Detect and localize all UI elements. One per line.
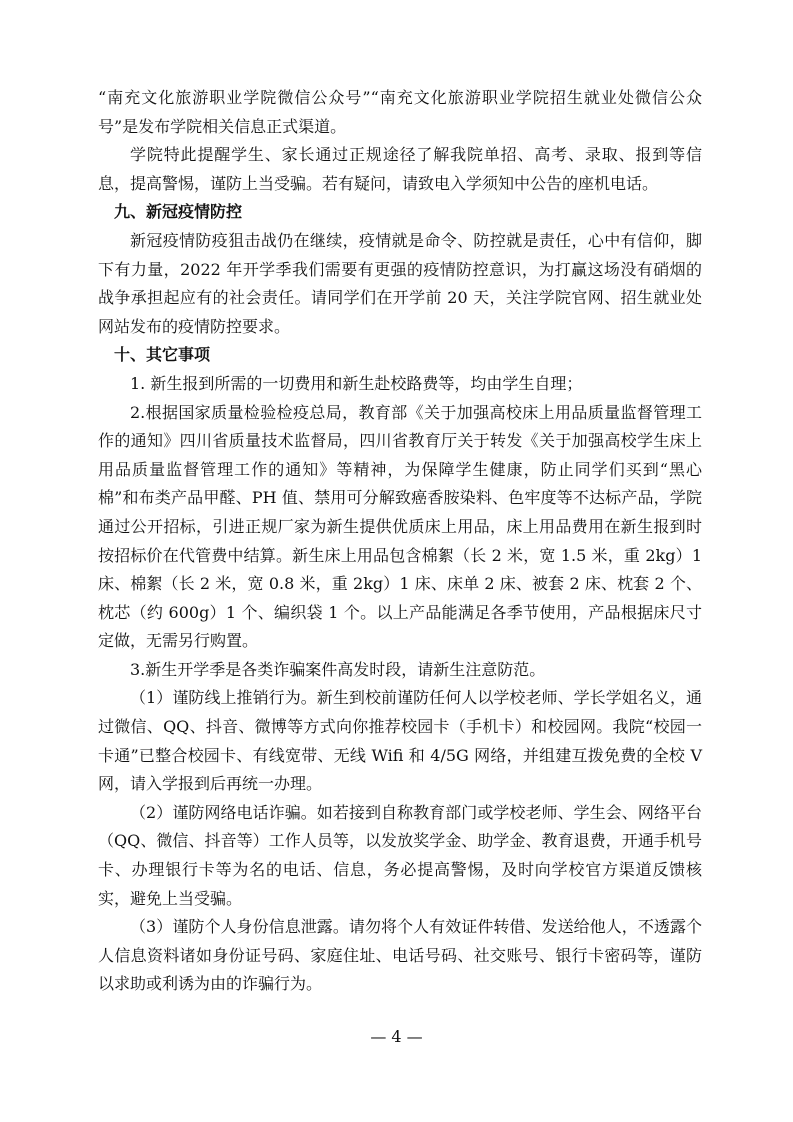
paragraph-fraud-online-sales: （1）谨防线上推销行为。新生到校前谨防任何人以学校老师、学长学姐名义，通过微信、QQ、抖音、微博等方式向你推荐校园卡（手机卡）和校园网。我院“校园一卡通”已整合校园卡、有线宽带、无线 Wifi 和 4/5G 网络，并组建互拨免费的全校 V 网，请入学报到后再统一办理。 (98, 688, 702, 794)
paragraph-item-2-bedding: 2.根据国家质量检验检疫总局，教育部《关于加强高校床上用品质量监督管理工作的通知》四川省质量技术监督局，四川省教育厅关于转发《关于加强高校学生床上用品质量监督管理工作的通知》等精神，为保障学生健康，防止同学们买到“黑心棉”和布类产品甲醛、PH 值、禁用可分解致癌香胺染料、色牢度等不达标产品，学院通过公开招标，引进正规厂家为新生提供优质床上用品，床上用品费用在新生报到时按招标价在代管费中结算。新生床上用品包含棉絮（长 2 米，宽 1.5 米，重 2kg）1 床、棉絮（长 2 米，宽 0.8 米，重 2kg）1 床、床单 2 床、被套 2 床、枕套 2 个、枕芯（约 600g）1 个、编织袋 1 个。以上产品能满足各季节使用，产品根据床尺寸定做，无需另行购置。 (98, 402, 702, 651)
paragraph-item-3-fraud: 3.新生开学季是各类诈骗案件高发时段，请新生注意防范。 (130, 659, 546, 679)
document-body (98, 84, 702, 999)
paragraph-fraud-phone-scam: （2）谨防网络电话诈骗。如若接到自称教育部门或学校老师、学生会、网络平台（QQ、微信、抖音等）工作人员等，以发放奖学金、助学金、教育退费，开通手机号卡、办理银行卡等为名的电话、信息，务必提高警惕，及时向学校官方渠道反馈核实，避免上当受骗。 (98, 802, 702, 908)
section-heading-covid: 九、新冠疫情防控 (114, 202, 243, 222)
paragraph-official-channels: “南充文化旅游职业学院微信公众号”“南充文化旅游职业学院招生就业处微信公众号”是发布学院相关信息正式渠道。 (98, 88, 702, 136)
paragraph-reminder: 学院特此提醒学生、家长通过正规途径了解我院单招、高考、录取、报到等信息，提高警惕，谨防上当受骗。若有疑问，请致电入学须知中公告的座机电话。 (98, 145, 702, 193)
section-heading-other-matters: 十、其它事项 (114, 345, 211, 365)
paragraph-covid-prevention: 新冠疫情防疫狙击战仍在继续，疫情就是命令、防控就是责任，心中有信仰，脚下有力量，2022 年开学季我们需要有更强的疫情防控意识，为打赢这场没有硝烟的战争承担起应有的社会责任。请同学们在开学前 20 天，关注学院官网、招生就业处网站发布的疫情防控要求。 (98, 230, 702, 336)
page-number: — 4 — (370, 1027, 423, 1046)
paragraph-item-1-fees: 1. 新生报到所需的一切费用和新生赴校路费等，均由学生自理； (130, 373, 583, 393)
paragraph-fraud-identity-leak: （3）谨防个人身份信息泄露。请勿将个人有效证件转借、发送给他人，不透露个人信息资料诸如身份证号码、家庭住址、电话号码、社交账号、银行卡密码等，谨防以求助或利诱为由的诈骗行为。 (98, 917, 702, 994)
